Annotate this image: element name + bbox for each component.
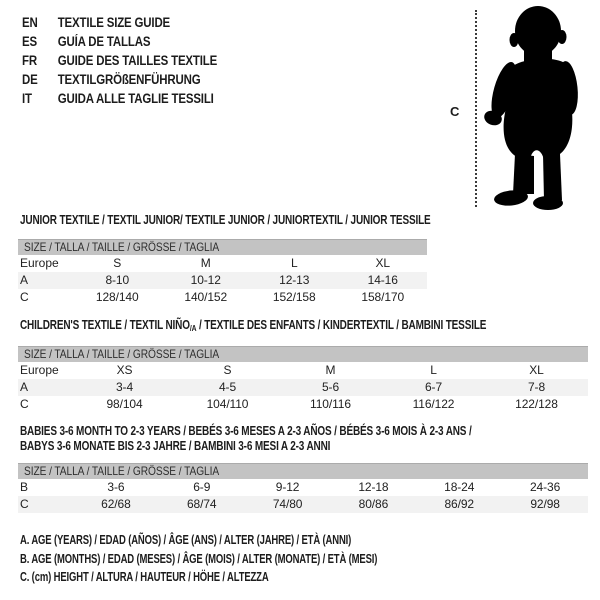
junior-section-title-text: JUNIOR TEXTILE / TEXTIL JUNIOR/ TEXTILE JUNIOR / JUNIORTEXTIL / JUNIOR TESSILE: [20, 213, 431, 227]
language-row-fr: [22, 51, 217, 70]
language-list: [22, 13, 252, 108]
size-cell: 7-8: [527, 380, 546, 394]
size-cell: 9-12: [275, 480, 300, 494]
children-title-post: / TEXTILE DES ENFANTS / KINDERTEXTIL / BAMBINI TESSILE: [196, 318, 487, 332]
size-cell: 3-4: [115, 380, 134, 394]
size-cell: 6-7: [424, 380, 443, 394]
size-cell: 74/80: [272, 497, 303, 511]
size-cell: 10-12: [190, 273, 221, 287]
size-cell: 104/110: [206, 397, 249, 411]
size-cell: 14-16: [367, 273, 398, 287]
language-row-it: [22, 89, 217, 108]
row-label: A: [20, 273, 29, 287]
size-cell: 62/68: [101, 497, 131, 511]
language-code: DE: [22, 72, 38, 87]
babies-section-title: [20, 424, 584, 454]
babies-title-line1: BABIES 3-6 MONTH TO 2-3 YEARS / BEBÉS 3-6 MESES A 2-3 AÑOS / BÉBÉS 3-6 MOIS À 2-3 ANS /: [20, 424, 472, 438]
language-code: IT: [22, 91, 32, 106]
dimension-label-c: C: [450, 104, 460, 119]
size-cell: 12-18: [358, 480, 389, 494]
language-code: FR: [22, 53, 37, 68]
language-title: TEXTILGRÖßENFÜHRUNG: [57, 72, 201, 87]
children-section-title: [20, 318, 600, 333]
table-header-row: [18, 255, 427, 272]
language-title: TEXTILE SIZE GUIDE: [57, 15, 171, 30]
column-header: S: [223, 363, 232, 377]
size-header-bar: [18, 463, 588, 479]
note-age-years: A. AGE (YEARS) / EDAD (AÑOS) / ÂGE (ANS) / ALTER (JAHRE) / ETÀ (ANNI): [20, 533, 352, 547]
size-cell: 158/170: [361, 290, 405, 304]
size-cell: 68/74: [186, 497, 217, 511]
language-row-es: [22, 32, 217, 51]
table-header-row: [18, 362, 588, 379]
table-row-a: [18, 379, 588, 396]
table-row-c: [18, 396, 588, 413]
language-title: GUÍA DE TALLAS: [57, 34, 151, 49]
size-cell: 116/122: [412, 397, 455, 411]
size-header-bar-label: SIZE / TALLA / TAILLE / GRÖSSE / TAGLIA: [24, 240, 220, 254]
column-header: XS: [116, 363, 133, 377]
size-cell: 24-36: [529, 480, 561, 494]
language-title: GUIDE DES TAILLES TEXTILE: [57, 53, 218, 68]
size-cell: 122/128: [515, 397, 558, 411]
language-code: ES: [22, 34, 37, 49]
size-cell: 92/98: [530, 497, 560, 511]
babies-size-table: [18, 463, 588, 513]
size-cell: 5-6: [321, 380, 340, 394]
size-cell: 6-9: [193, 480, 211, 494]
row-label: C: [20, 397, 29, 411]
column-header: XL: [375, 256, 390, 270]
size-cell: 128/140: [95, 290, 139, 304]
size-cell: 98/104: [106, 397, 143, 411]
column-header: Europe: [20, 256, 59, 270]
children-size-table: [18, 346, 588, 413]
size-cell: 80/86: [358, 497, 389, 511]
row-label: A: [20, 380, 29, 394]
junior-section-title: [20, 213, 533, 227]
size-cell: 86/92: [444, 497, 474, 511]
size-cell: 4-5: [218, 380, 237, 394]
column-header: M: [325, 363, 336, 377]
table-row-c: [18, 496, 588, 513]
children-title-pre: CHILDREN'S TEXTILE / TEXTIL NIÑO: [20, 318, 190, 332]
size-header-bar: [18, 346, 588, 362]
column-header: M: [200, 256, 211, 270]
language-title: GUIDA ALLE TAGLIE TESSILI: [57, 91, 214, 106]
row-label: C: [20, 290, 29, 304]
note-age-months: B. AGE (MONTHS) / EDAD (MESES) / ÂGE (MOIS) / ALTER (MONATE) / ETÀ (MESI): [20, 551, 378, 566]
height-dimension-line: [475, 10, 477, 207]
children-title-sub: /A: [189, 323, 197, 333]
language-row-de: [22, 70, 217, 89]
size-cell: 18-24: [444, 480, 475, 494]
size-cell: 3-6: [107, 480, 125, 494]
column-header: XL: [529, 363, 544, 377]
size-header-bar-label: SIZE / TALLA / TAILLE / GRÖSSE / TAGLIA: [24, 464, 220, 478]
babies-title-line2: BABYS 3-6 MONATE BIS 2-3 JAHRE / BAMBINI 3-6 MESI A 2-3 ANNI: [20, 439, 331, 453]
size-header-bar-label: SIZE / TALLA / TAILLE / GRÖSSE / TAGLIA: [24, 347, 220, 361]
table-row-a: [18, 272, 427, 289]
language-row-en: [22, 13, 217, 32]
size-cell: 12-13: [279, 273, 310, 287]
size-cell: 152/158: [272, 290, 316, 304]
note-height-cm: C. (cm) HEIGHT / ALTURA / HAUTEUR / HÖHE / ALTEZZA: [20, 570, 269, 584]
size-cell: 8-10: [105, 273, 130, 287]
legend-notes: [20, 531, 490, 587]
size-cell: 140/152: [184, 290, 228, 304]
baby-silhouette-icon: [482, 4, 598, 212]
language-code: EN: [22, 15, 38, 30]
junior-size-table: [18, 239, 427, 306]
table-row-c: [18, 289, 427, 306]
column-header: L: [290, 256, 298, 270]
table-row-b: [18, 479, 588, 496]
column-header: L: [430, 363, 437, 377]
column-header: S: [113, 256, 122, 270]
row-label: B: [20, 480, 29, 494]
column-header: Europe: [20, 363, 59, 377]
size-cell: 110/116: [310, 397, 351, 411]
size-header-bar: [18, 239, 427, 255]
row-label: C: [20, 497, 29, 511]
